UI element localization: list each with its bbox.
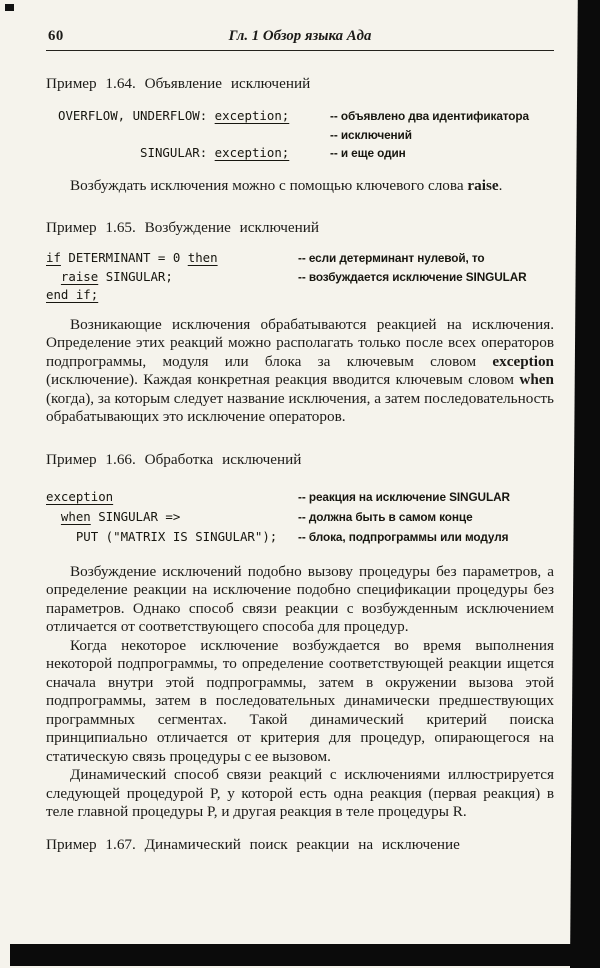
code-plain [46,269,61,284]
header-rule [46,50,554,51]
code-line [46,487,554,507]
code-text [46,286,298,304]
code-plain: SINGULAR: [58,145,215,160]
code-line [58,107,554,126]
code-block-raise-exception [46,249,554,304]
paragraph-exception-handling [46,316,554,427]
code-line [46,507,554,527]
code-line [46,268,554,287]
scan-artifact-topleft [5,4,14,11]
paragraph-illustration: Динамический способ связи реакций с исключениями иллюстрируется следующей процедурой P, у которой есть одна реакция (первая реакция) в теле главной процедуры P, и другая реакция в теле процедуры R. [46,766,554,820]
code-keyword: exception; [214,108,290,123]
example-167-title: Пример 1.67. Динамический поиск реакции на исключение [46,835,460,853]
code-comment: -- должна быть в самом конце [298,509,473,524]
code-keyword: exception [46,488,114,504]
code-text [46,507,298,527]
code-plain: OVERFLOW, UNDERFLOW: [58,108,215,123]
chapter-title: Гл. 1 Обзор языка Ада [228,28,372,44]
scan-edge-right [570,0,600,968]
paragraph-raise-keyword [46,177,554,196]
paragraph-text: (когда), за которым следует название исключения, а затем последовательность обрабатывающих это исключение операторов. [46,389,554,425]
code-keyword: end if; [46,287,99,302]
code-text [58,107,330,126]
code-comment: -- блока, подпрограммы или модуля [298,529,509,544]
code-comment: -- если детерминант нулевой, то [298,251,485,265]
code-text [58,126,330,145]
paragraph-text: Возникающие исключения обрабатываются реакцией на исключения. Определение этих реакций можно располагать только после всех операторов подпрограммы, модуля или блока за ключевым словом [46,315,554,370]
code-comment: -- возбуждается исключение SINGULAR [298,269,527,284]
code-line [46,527,554,547]
page-number: 60 [48,28,64,44]
paragraph-procedure-comparison: Возбуждение исключений подобно вызову процедуры без параметров, а определение реакции на исключение подобно спецификации процедуры без параметров. Однако способ связи реакции с возбужденным исключением отличается от соответствующего способа для процедур. [46,562,554,635]
example-166-title: Пример 1.66. Обработка исключений [46,450,302,468]
example-165-title: Пример 1.65. Возбуждение исключений [46,219,319,236]
code-keyword: then [187,250,218,265]
code-line [58,126,554,145]
paragraph-text: (исключение). Каждая конкретная реакция вводится ключевым словом [46,371,520,388]
keyword-when: when [519,371,554,388]
code-text [46,527,298,547]
code-text [58,144,330,163]
code-keyword: if [46,250,61,265]
example-164-title: Пример 1.64. Объявление исключений [46,75,311,92]
code-keyword: exception; [214,145,290,160]
scan-edge-bottom [10,944,600,966]
code-block-handle-exception [46,487,554,547]
code-keyword: raise [60,268,99,284]
page-content [46,28,554,854]
code-block-declare-exceptions [46,107,554,163]
code-plain: PUT ("MATRIX IS SINGULAR"); [46,528,278,544]
keyword-exception: exception [492,352,554,370]
page-header [46,28,554,47]
code-plain: SINGULAR; [98,268,173,284]
code-line [46,286,554,304]
code-comment: -- реакция на исключение SINGULAR [298,489,510,504]
code-text [46,487,298,507]
code-text [46,249,298,268]
code-keyword: when [60,508,91,524]
code-comment: -- исключений [330,127,412,142]
paragraph-dynamic-search: Когда некоторое исключение возбуждается во время выполнения некоторой подпрограммы, то определение соответствующей реакции ищется сначала внутри этой подпрограммы, затем в окружении вызова этой подпрограммы, затем в последовательных динамически предшествующих программных сегментах. Такой динамический критерий поиска принципиально отличается от критерия для процедур, опирающегося на статическую связь процедуры с ее вызовом. [46,636,554,765]
code-plain: SINGULAR => [90,508,181,524]
code-line [58,144,554,163]
keyword-raise: raise [467,176,499,194]
code-text [46,268,298,287]
paragraph-text: . [498,176,503,194]
code-plain: DETERMINANT = 0 [60,250,188,265]
paragraph-text: Возбуждать исключения можно с помощью ключевого слова [70,176,468,194]
code-line [46,249,554,268]
code-comment: -- объявлено два идентификатора [330,109,529,123]
code-plain [46,509,61,524]
code-comment: -- и еще один [330,146,406,160]
